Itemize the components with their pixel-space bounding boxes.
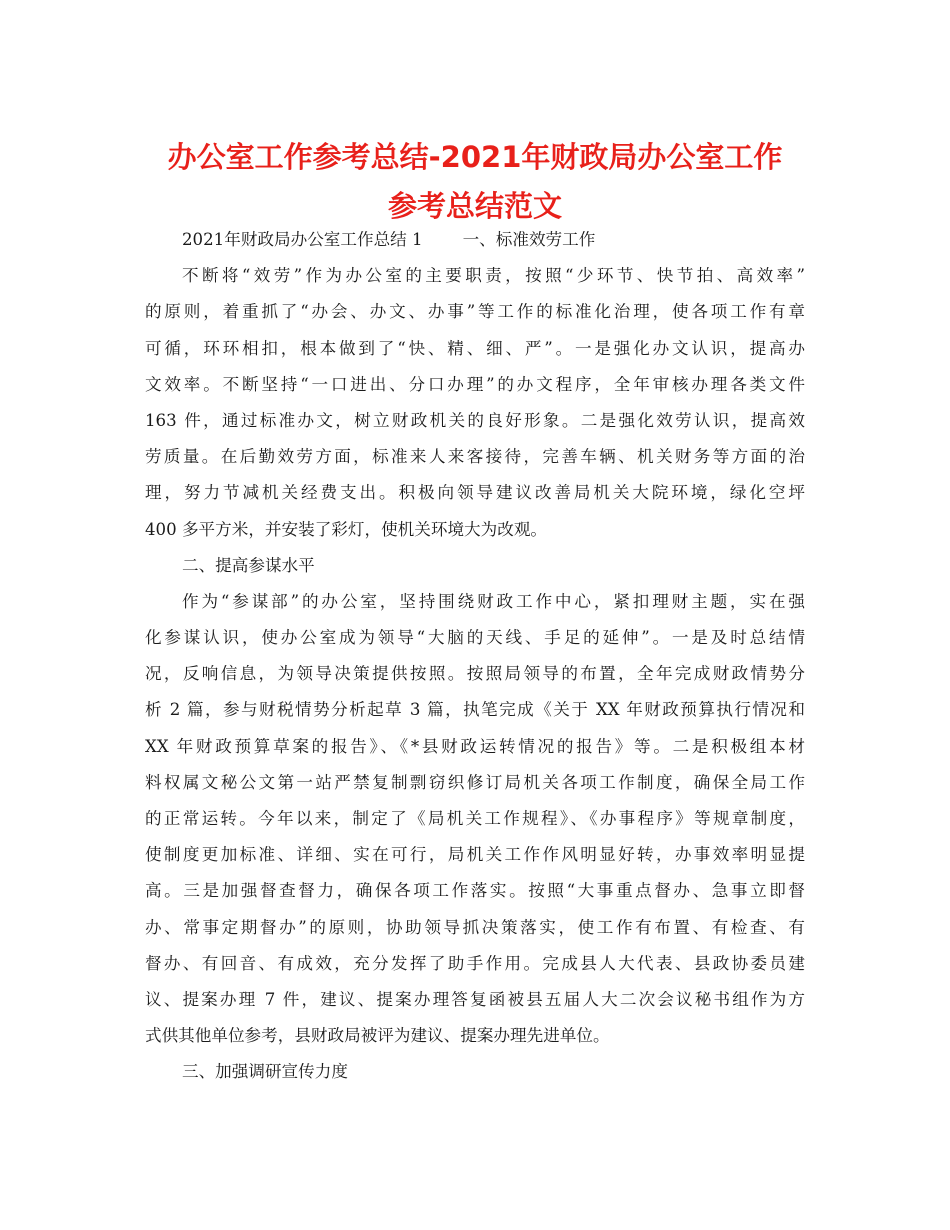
subtitle-line	[145, 222, 805, 258]
paragraph-line: 式供其他单位参考，县财政局被评为建议、提案办理先进单位。	[145, 1026, 610, 1046]
paragraph-1	[145, 258, 805, 548]
paragraph-line: 化参谋认识，使办公室成为领导“大脑的天线、手足的延伸”。一是及时总结情	[145, 628, 805, 648]
paragraph-line: 不断将“效劳”作为办公室的主要职责，按照“少环节、快节拍、高效率”	[182, 266, 805, 286]
paragraph-line: 的正常运转。今年以来，制定了《局机关工作规程》、《办事程序》等规章制度，	[145, 809, 805, 828]
paragraph-line: 督办、有回音、有成效，充分发挥了助手作用。完成县人大代表、县政协委员建	[145, 953, 805, 973]
paragraph-line: 文效率。不断坚持“一口进出、分口办理”的办文程序，全年审核办理各类文件	[145, 374, 805, 394]
paragraph-line: 可循，环环相扣，根本做到了“快、精、细、严”。一是强化办文认识，提高办	[145, 338, 805, 358]
paragraph-line: 理，努力节减机关经费支出。积极向领导建议改善局机关大院环境，绿化空坪	[145, 483, 805, 503]
document-title-line-2: 参考总结范文	[387, 189, 562, 223]
paragraph-line: 议、提案办理 7 件，建议、提案办理答复函被县五届人大二次会议秘书组作为方	[145, 989, 805, 1009]
paragraph-line: 劳质量。在后勤效劳方面，标准来人来客接待，完善车辆、机关财务等方面的治	[145, 447, 805, 467]
paragraph-line: 高。三是加强督查督力，确保各项工作落实。按照“大事重点督办、急事立即督	[145, 881, 805, 901]
paragraph-line: 作为“参谋部”的办公室，坚持围绕财政工作中心，紧扣理财主题，实在强	[182, 591, 805, 611]
section-heading-3: 三、加强调研宣传力度	[182, 1062, 348, 1082]
paragraph-line: 析 2 篇，参与财税情势分析起草 3 篇，执笔完成《关于 XX 年财政预算执行情况和	[145, 700, 805, 720]
section-heading-1: 一、标准效劳工作	[462, 230, 596, 249]
document-subtitle: 2021年财政局办公室工作总结 1	[182, 230, 423, 249]
paragraph-line: 的原则，着重抓了“办会、办文、办事”等工作的标准化治理，使各项工作有章	[145, 302, 805, 322]
paragraph-2	[145, 584, 805, 1054]
section-heading-2: 二、提高参谋水平	[182, 555, 315, 575]
document-title-line-1: 办公室工作参考总结-2021年财政局办公室工作	[167, 140, 783, 174]
paragraph-line: 400 多平方米，并安装了彩灯，使机关环境大为改观。	[145, 519, 548, 539]
paragraph-line: XX 年财政预算草案的报告》、《*县财政运转情况的报告》等。二是积极组本材	[145, 736, 805, 756]
paragraph-line: 况，反响信息，为领导决策提供按照。按照局领导的布置，全年完成财政情势分	[145, 664, 805, 684]
paragraph-line: 办、常事定期督办”的原则，协助领导抓决策落实，使工作有布置、有检查、有	[145, 917, 805, 937]
paragraph-line: 163 件，通过标准办文，树立财政机关的良好形象。二是强化效劳认识，提高效	[145, 410, 805, 430]
document-body	[145, 222, 805, 1091]
paragraph-line: 使制度更加标准、详细、实在可行，局机关工作作风明显好转，办事效率明显提	[145, 845, 805, 865]
paragraph-line: 料权属文秘公文第一站严禁复制剽窃织修订局机关各项工作制度，确保全局工作	[145, 772, 805, 792]
